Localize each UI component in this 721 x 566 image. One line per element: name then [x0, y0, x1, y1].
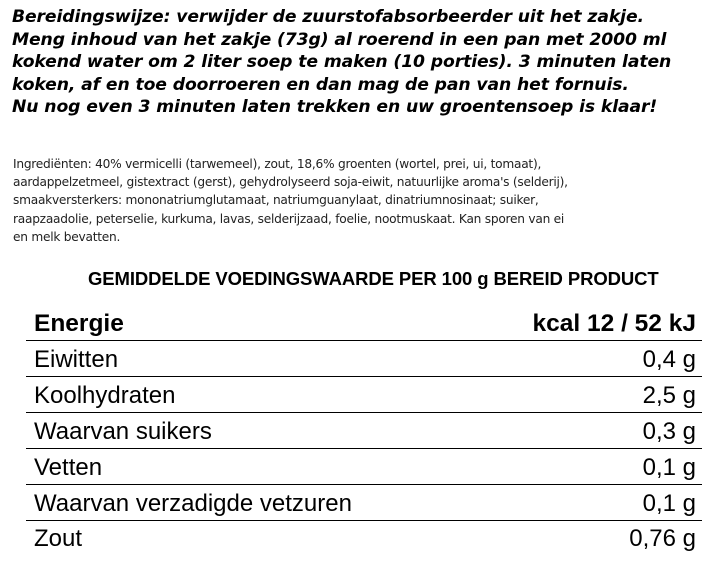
nutrition-row	[26, 341, 702, 377]
instructions-line: Bereidingswijze: verwijder de zuurstofabsorbeerder uit het zakje.	[12, 7, 644, 27]
nutrient-label: Waarvan suikers	[34, 418, 212, 445]
instructions-line: Nu nog even 3 minuten laten trekken en uw groentensoep is klaar!	[12, 97, 658, 118]
nutrition-table-title: GEMIDDELDE VOEDINGSWAARDE PER 100 g BEREID PRODUCT	[88, 268, 659, 289]
nutrient-value: 2,5 g	[642, 382, 696, 409]
instructions-line: koken, af en toe doorroeren en dan mag de pan van het fornuis.	[12, 74, 629, 95]
nutrient-value: 0,76 g	[629, 525, 696, 552]
nutrition-row	[26, 449, 702, 485]
ingredients-line: Ingrediënten: 40% vermicelli (tarwemeel), zout, 18,6% groenten (wortel, prei, ui, tomaat),	[13, 157, 542, 171]
preparation-instructions	[12, 6, 712, 119]
nutrition-row	[26, 377, 702, 413]
nutrient-label: Koolhydraten	[34, 382, 176, 409]
energy-label: Energie	[34, 310, 124, 337]
instructions-line: Meng inhoud van het zakje (73g) al roerend in een pan met 2000 ml	[12, 29, 667, 50]
ingredients-line: en melk bevatten.	[13, 229, 121, 244]
nutrition-header-row	[26, 303, 702, 341]
nutrient-label: Vetten	[34, 454, 103, 481]
nutrition-table	[26, 303, 702, 557]
energy-value: kcal 12 / 52 kJ	[532, 310, 696, 337]
ingredients-line: raapzaadolie, peterselie, kurkuma, lavas, selderijzaad, foelie, nootmuskaat. Kan sporen van ei	[13, 211, 565, 226]
nutrient-label: Eiwitten	[34, 346, 119, 373]
nutrient-value: 0,1 g	[642, 490, 696, 517]
nutrient-label: Zout	[34, 525, 83, 552]
nutrition-row	[26, 413, 702, 449]
ingredients-text	[13, 155, 713, 246]
nutrition-row	[26, 521, 702, 557]
ingredients-line: smaakversterkers: mononatriumglutamaat, natriumguanylaat, dinatriumnosinaat; suiker,	[13, 193, 539, 208]
nutrient-value: 0,1 g	[642, 454, 696, 481]
ingredients-line: aardappelzetmeel, gistextract (gerst), gehydrolyseerd soja-eiwit, natuurlijke aroma's (selderij),	[13, 175, 568, 190]
nutrient-value: 0,3 g	[642, 418, 696, 445]
nutrition-row	[26, 485, 702, 521]
nutrient-value: 0,4 g	[642, 346, 696, 373]
nutrient-label: Waarvan verzadigde vetzuren	[34, 490, 352, 517]
instructions-line: kokend water om 2 liter soep te maken (10 porties). 3 minuten laten	[12, 52, 672, 73]
